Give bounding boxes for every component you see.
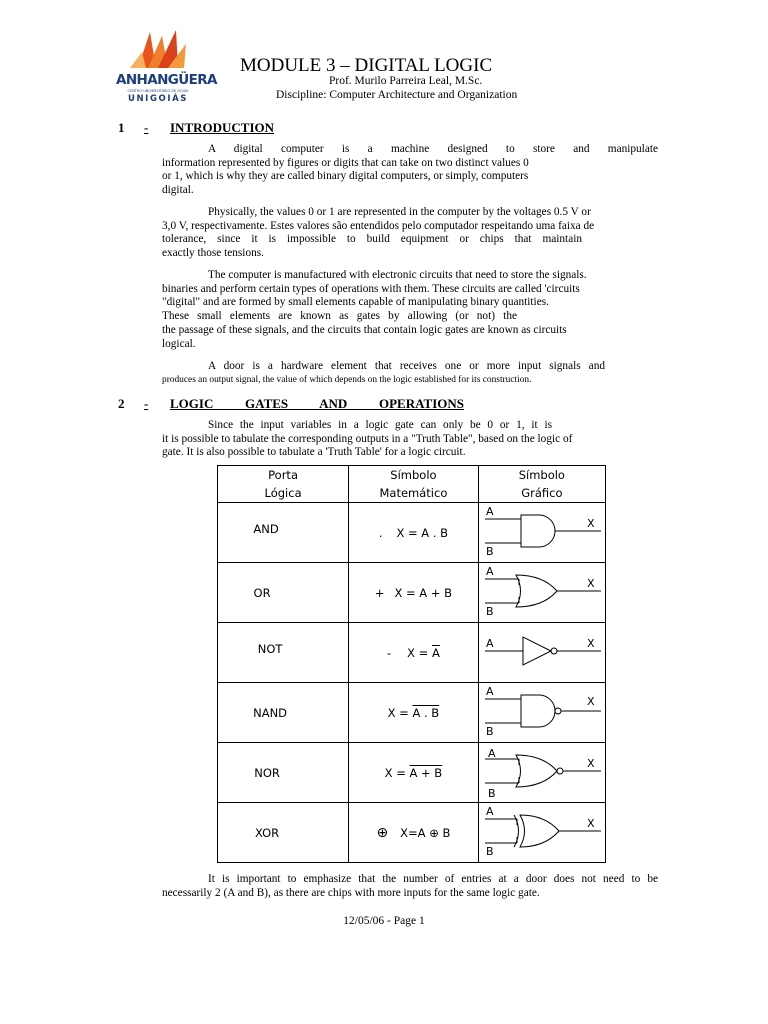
section-heading-introduction (118, 120, 318, 138)
text-line: The computer is manufactured with electronic circuits that need to store the signals. (208, 269, 587, 281)
expression-lhs: X = (394, 585, 420, 600)
gate-name: NAND (253, 705, 288, 720)
gate-name-cell (218, 743, 349, 803)
section-heading-logic-gates (118, 396, 478, 414)
section-dash: - (144, 120, 149, 135)
header-line: Símbolo (390, 468, 437, 482)
and-gate-icon (481, 505, 605, 561)
gate-name-cell (218, 623, 349, 683)
paragraph-door (162, 360, 658, 387)
graphic-symbol-cell (478, 623, 605, 683)
operator-symbol: ⊕ (376, 824, 389, 841)
text-line: These small elements are known as gates by allowing (or not) the (162, 310, 517, 323)
text-line: exactly those tensions. (162, 247, 264, 260)
header-math-symbol (349, 466, 479, 503)
gate-name: AND (253, 521, 279, 536)
text-line: tolerance, since it is impossible to build equipment or chips that maintain (162, 233, 582, 246)
math-symbol-cell (349, 803, 479, 863)
text-line: gate. It is also possible to tabulate a 'Truth Table' for a logic circuit. (162, 446, 466, 459)
header-line: Símbolo (518, 468, 565, 482)
expression-lhs: X = (407, 645, 432, 660)
operator-symbol: - (386, 645, 392, 660)
section-number: 2 (118, 396, 125, 411)
text-line: logical. (162, 337, 196, 350)
expression-lhs: X = (384, 765, 410, 780)
graphic-label-x: X (586, 757, 595, 770)
text-line: A door is a hardware element that receives one or more input signals and (208, 360, 605, 372)
graphic-symbol-cell (478, 683, 605, 743)
header-gate (218, 466, 349, 503)
graphic-label-b: B (485, 845, 494, 858)
not-gate-icon (481, 625, 605, 681)
text-line: the passage of these signals, and the circuits that contain logic gates are known as circuits (162, 323, 567, 336)
graphic-label-b: B (485, 725, 494, 738)
expression-lhs: X = (396, 525, 422, 540)
logo-emblem-icon (118, 28, 198, 72)
text-line: produces an output signal, the value of which depends on the logic established for its construction. (162, 374, 532, 385)
text-line: necessarily 2 (A and B), as there are chips with more inputs for the same logic gate. (162, 886, 540, 899)
table-row (218, 683, 606, 743)
table-header-row (218, 466, 606, 503)
text-line: Physically, the values 0 or 1 are represented in the computer by the voltages 0.5 V or (208, 206, 591, 218)
graphic-label-x: X (586, 517, 595, 530)
graphic-label-a: A (485, 805, 494, 818)
nor-gate-icon (481, 745, 605, 801)
section-dash: - (144, 396, 149, 411)
graphic-label-b: B (485, 545, 494, 558)
nand-gate-icon (481, 685, 605, 741)
table-row (218, 743, 606, 803)
gate-name: OR (253, 585, 271, 600)
logo-brand-text: ANHANGÜERA (116, 72, 217, 88)
graphic-symbol-cell (478, 803, 605, 863)
gate-name: NOR (254, 765, 280, 780)
text-line: digital. (162, 184, 194, 197)
author-line: Prof. Murilo Parreira Leal, M.Sc. (329, 75, 483, 87)
expression-lhs: X = (387, 705, 413, 720)
logic-gates-table (217, 465, 606, 863)
expression-rhs: A + B (419, 585, 452, 600)
text-line: A digital computer is a machine designed to store and manipulate (208, 143, 658, 155)
gate-name-cell (218, 803, 349, 863)
expression-rhs: A . B (421, 525, 449, 540)
paragraph-circuits (162, 269, 658, 351)
text-line: "digital" and are formed by small elements capable of manipulating binary quantities. (162, 296, 549, 309)
text-line: It is important to emphasize that the number of entries at a door does not need to be (208, 873, 658, 885)
table-row (218, 563, 606, 623)
section-title: INTRODUCTION (170, 120, 275, 135)
operator-symbol: + (374, 585, 385, 600)
gate-name-cell (218, 503, 349, 563)
logo-subtitle: UNIGOIÁS (127, 94, 189, 104)
graphic-label-x: X (586, 637, 595, 650)
discipline-line: Discipline: Computer Architecture and Organization (276, 89, 518, 101)
expression-rhs: A . B (412, 705, 440, 720)
section-title: LOGIC GATES AND OPERATIONS (170, 396, 464, 411)
university-logo (112, 28, 217, 108)
header-line: Matemático (379, 486, 448, 500)
graphic-label-a: A (485, 505, 494, 518)
paragraph-digital-computer (162, 143, 658, 198)
header-line: Gráfico (521, 486, 563, 500)
table-row (218, 503, 606, 563)
document-title: MODULE 3 – DIGITAL LOGIC (240, 55, 493, 76)
graphic-label-a: A (485, 637, 494, 650)
table-row (218, 623, 606, 683)
graphic-label-a: A (487, 747, 496, 760)
math-symbol-cell (349, 503, 479, 563)
graphic-label-x: X (586, 817, 595, 830)
logo-tagline: CENTRO UNIVERSITÁRIO DE GOIÁS (127, 89, 189, 93)
graphic-label-b: B (485, 605, 494, 618)
paragraph-closing (162, 873, 658, 900)
math-symbol-cell (349, 743, 479, 803)
text-line: or 1, which is why they are called binary digital computers, or simply, computers (162, 170, 529, 183)
paragraph-voltages (162, 206, 658, 261)
header-graphic-symbol (478, 466, 605, 503)
paragraph-truth-table (162, 419, 658, 460)
header-line: Lógica (264, 486, 302, 500)
graphic-label-x: X (586, 695, 595, 708)
graphic-label-b: B (487, 787, 496, 800)
graphic-symbol-cell (478, 743, 605, 803)
text-line: 3,0 V, respectivamente. Estes valores são entendidos pelo computador respeitando uma faixa de (162, 219, 595, 232)
graphic-label-a: A (485, 565, 494, 578)
text-line: it is possible to tabulate the corresponding outputs in a "Truth Table", based on the logic of (162, 432, 573, 445)
graphic-symbol-cell (478, 503, 605, 563)
operator-symbol: . (378, 525, 383, 540)
gate-name: XOR (254, 825, 280, 840)
math-symbol-cell (349, 563, 479, 623)
section-number: 1 (118, 120, 125, 135)
text-line: binaries and perform certain types of operations with them. These circuits are called 'circuits (162, 282, 580, 295)
math-symbol-cell (349, 683, 479, 743)
expression-rhs: ⊕ B (429, 825, 451, 840)
gate-name-cell (218, 563, 349, 623)
text-line: information represented by figures or digits that can take on two distinct values 0 (162, 156, 529, 169)
expression-rhs: $\overline{A}$ (431, 645, 440, 660)
text-line: Since the input variables in a logic gate can only be 0 or 1, it is (208, 419, 552, 431)
gate-name-cell (218, 683, 349, 743)
gate-name: NOT (257, 641, 283, 656)
page-footer: 12/05/06 - Page 1 (343, 915, 425, 927)
math-symbol-cell (349, 623, 479, 683)
graphic-label-x: X (586, 577, 595, 590)
expression-lhs: X=A (400, 825, 430, 840)
or-gate-icon (481, 565, 605, 621)
xor-gate-icon (481, 805, 605, 861)
expression-rhs: A + B (409, 765, 443, 780)
header-line: Porta (268, 468, 298, 482)
graphic-label-a: A (485, 685, 494, 698)
graphic-symbol-cell (478, 563, 605, 623)
table-row (218, 803, 606, 863)
